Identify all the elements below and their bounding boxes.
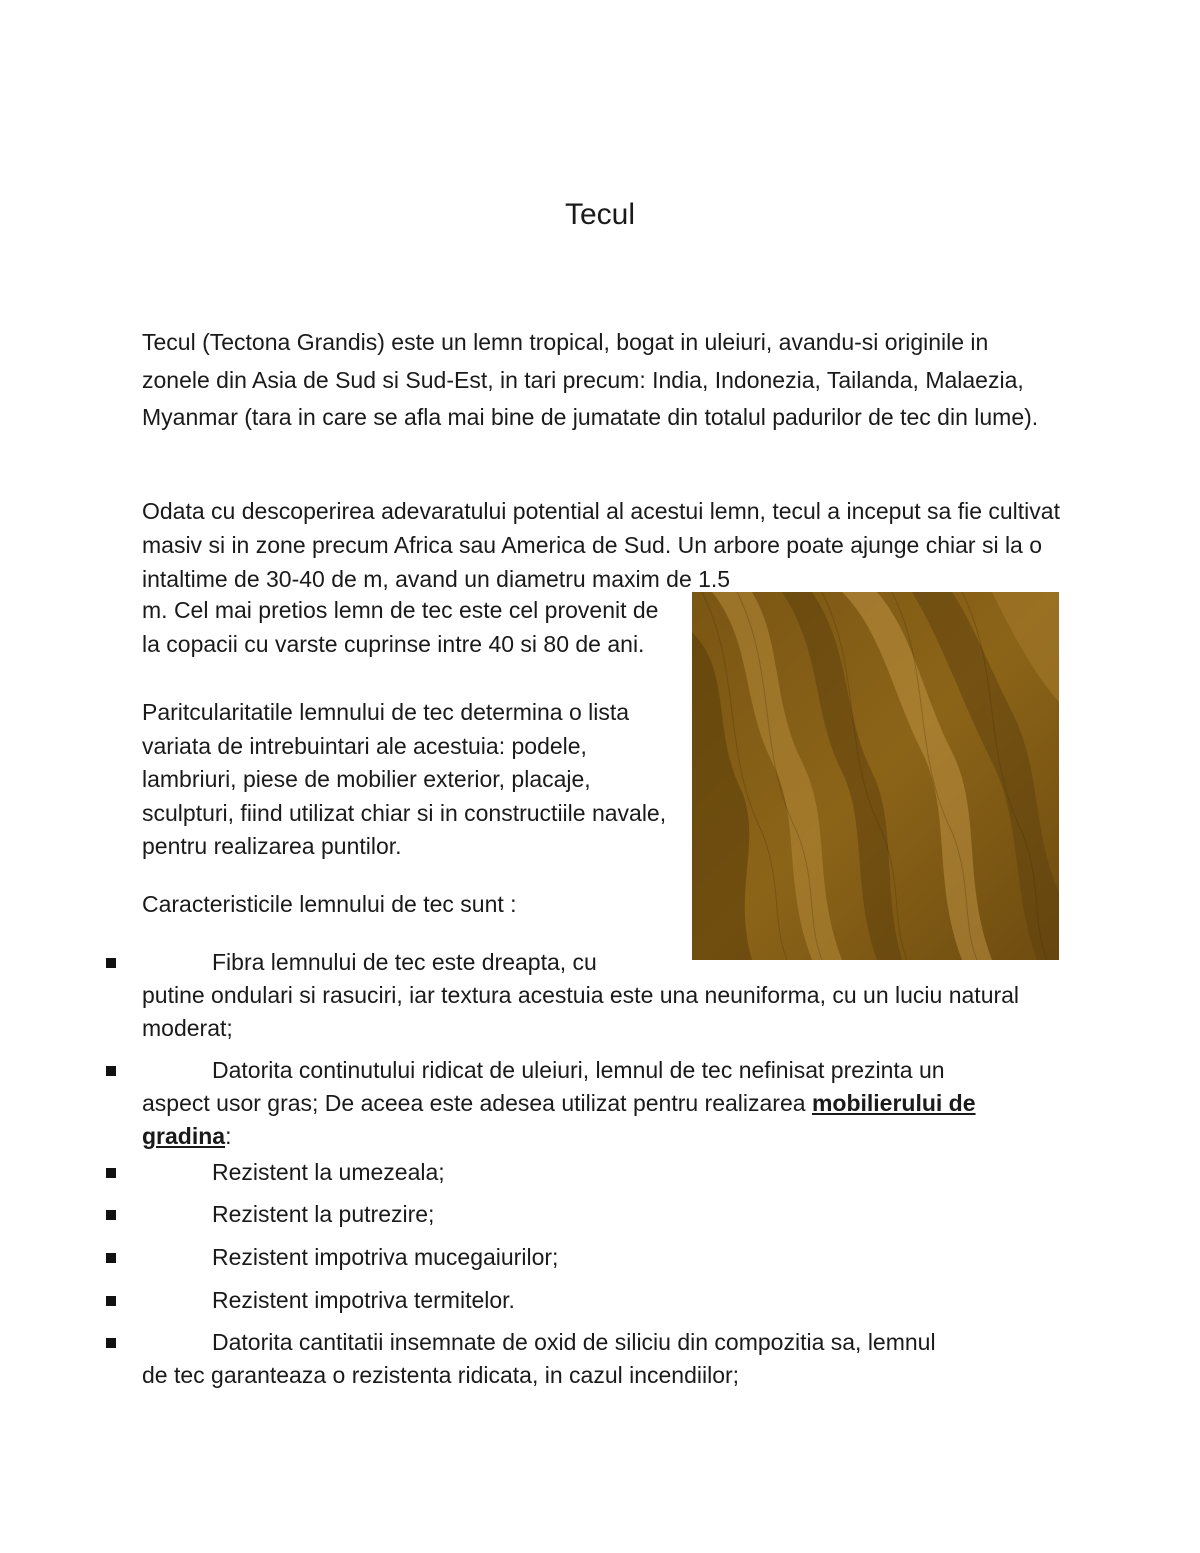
bullet-marker [106,1210,116,1220]
bullet-marker [106,1253,116,1263]
valuable-wood-paragraph: m. Cel mai pretios lemn de tec este cel provenit de la copacii cu varste cuprinse intre 40 si 80 de ani. [142,597,659,657]
list-item [142,1284,1062,1317]
list-item [142,1198,1062,1231]
list-item-text-continued: putine ondulari si rasuciri, iar textura acestuia este una neuniforma, cu un luciu natural moderat; [142,982,1020,1041]
bullet-marker [106,1168,116,1178]
list-item [142,1054,1062,1153]
list-item-text: Fibra lemnului de tec este dreapta, cu [212,949,597,975]
list-item [142,1156,1062,1189]
list-item [142,1326,1062,1392]
list-item-text: Rezistent la putrezire; [212,1201,435,1227]
list-item-text: Datorita cantitatii insemnate de oxid de siliciu din compozitia sa, lemnul [212,1329,936,1355]
cultivation-paragraph: Odata cu descoperirea adevaratului potential al acestui lemn, tecul a inceput sa fie cultivat masiv si in zone precum Africa sau America de Sud. Un arbore poate ajunge chiar si la o intaltime de 30-40 de m, avand un diametru maxim de 1.5 [142,498,1060,592]
bullet-marker [106,1296,116,1306]
list-item-text: Rezistent impotriva termitelor. [212,1287,515,1313]
intro-paragraph: Tecul (Tectona Grandis) este un lemn tropical, bogat in uleiuri, avandu-si originile in zonele din Asia de Sud si Sud-Est, in tari precum: India, Indonezia, Tailanda, Malaezia, Myanmar (tara in care se afla mai bine de jumatate din totalul padurilor de tec din lume). [142,329,1039,430]
list-item-text: Rezistent impotriva mucegaiurilor; [212,1244,559,1270]
bullet-marker [106,1066,116,1076]
list-item-text-end: : [225,1123,232,1149]
characteristics-heading: Caracteristicile lemnului de tec sunt : [142,891,517,917]
list-item [142,946,1062,1045]
document-title: Tecul [564,198,636,231]
list-item-text-continued: aspect usor gras; De aceea este adesea utilizat pentru realizarea [142,1090,812,1116]
garden-furniture-link[interactable]: mobilierului de gradina [142,1090,976,1149]
list-item-text-continued: de tec garanteaza o rezistenta ridicata, in cazul incendiilor; [142,1362,740,1388]
list-item [142,1241,1062,1274]
list-item-text: Datorita continutului ridicat de uleiuri, lemnul de tec nefinisat prezinta un [212,1057,945,1083]
bullet-marker [106,958,116,968]
uses-paragraph: Paritcularitatile lemnului de tec determina o lista variata de intrebuintari ale acestuia: podele, lambriuri, piese de mobilier exterior, placaje, sculpturi, fiind utilizat chiar si in constructiile navale, pentru realizarea puntilor. [142,699,667,859]
bullet-marker [106,1338,116,1348]
list-item-text: Rezistent la umezeala; [212,1159,445,1185]
